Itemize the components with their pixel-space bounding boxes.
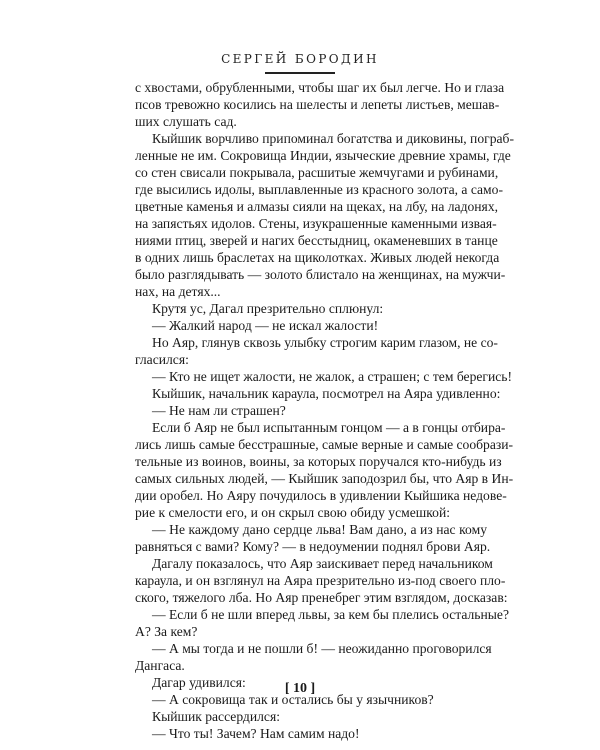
text-line: самых сильных людей, — Кыйшик заподозрил бы, что Аяр в Ин- bbox=[135, 471, 514, 486]
text-line: рие к смелости его, и он скрыл свою обиду усмешкой: bbox=[135, 505, 451, 520]
text-line: — Кто не ищет жалости, не жалок, а страшен; с тем берегись! bbox=[152, 369, 513, 384]
text-line: А? За кем? bbox=[135, 624, 198, 639]
text-line: псов тревожно косились на шелесты и лепеты листьев, мешав- bbox=[135, 97, 500, 112]
text-line: нах, на детях... bbox=[135, 284, 221, 299]
text-line: Но Аяр, глянув сквозь улыбку строгим карим глазом, не со- bbox=[152, 335, 498, 350]
text-line: Крутя ус, Дагал презрительно сплюнул: bbox=[152, 301, 384, 316]
text-line: Если б Аяр не был испытанным гонцом — а в гонцы отбира- bbox=[152, 420, 506, 435]
text-line: Дангаса. bbox=[135, 658, 185, 673]
text-line: цветные каменья и алмазы сияли на щеках, на лбу, на ладонях, bbox=[135, 199, 499, 214]
text-line: ленные не им. Сокровища Индии, языческие древние храмы, где bbox=[135, 148, 511, 163]
text-line: — А сокровища так и остались бы у язычников? bbox=[152, 692, 434, 707]
text-line: — Что ты! Зачем? Нам самим надо! bbox=[152, 726, 360, 741]
text-line: караула, и он взглянул на Аяра презрительно из-под своего пло- bbox=[135, 573, 506, 588]
text-line: — Если б не шли вперед львы, за кем бы плелись остальные? bbox=[152, 607, 509, 622]
text-line: — Не каждому дано сердце льва! Вам дано, а из нас кому bbox=[152, 522, 487, 537]
page-number: [ 10 ] bbox=[284, 681, 316, 696]
text-line: ниями птиц, зверей и нагих бесстыдниц, окаменевших в танце bbox=[135, 233, 498, 248]
text-line: лись лишь самые бесстрашные, самые верные и самые сообрази- bbox=[135, 437, 514, 452]
text-line: дии оробел. Но Аяру почудилось в удивлении Кыйшика недове- bbox=[135, 488, 507, 503]
text-line: Кыйшик, начальник караула, посмотрел на Аяра удивленно: bbox=[152, 386, 501, 401]
text-line: — Жалкий народ — не искал жалости! bbox=[152, 318, 379, 333]
text-line: где высились идолы, выплавленные из красного золота, а само- bbox=[135, 182, 503, 197]
text-line: на запястьях идолов. Стены, изукрашенные каменными извая- bbox=[135, 216, 497, 231]
header-rule bbox=[265, 72, 335, 74]
text-line: тельные из воинов, воины, за которых поручался кто-нибудь из bbox=[135, 454, 502, 469]
text-line: — Не нам ли страшен? bbox=[152, 403, 286, 418]
text-line: с хвостами, обрубленными, чтобы шаг их был легче. Но и глаза bbox=[135, 80, 505, 95]
text-line: Дагалу показалось, что Аяр заискивает перед начальником bbox=[152, 556, 493, 571]
text-line: со стен свисали покрывала, расшитые жемчугами и рубинами, bbox=[135, 165, 499, 180]
running-header: СЕРГЕЙ БОРОДИН bbox=[221, 52, 379, 66]
text-line: — А мы тогда и не пошли б! — неожиданно проговорился bbox=[152, 641, 492, 656]
text-line: гласился: bbox=[135, 352, 189, 367]
text-line: Дагар удивился: bbox=[152, 675, 246, 690]
text-line: в одних лишь браслетах на щиколотках. Живых людей некогда bbox=[135, 250, 500, 265]
text-line: ского, тяжелого лба. Но Аяр пренебрег этим взглядом, досказав: bbox=[135, 590, 508, 605]
text-line: было разглядывать — золото блистало на женщинах, на мужчи- bbox=[135, 267, 506, 282]
text-line: равняться с вами? Кому? — в недоумении поднял брови Аяр. bbox=[135, 539, 491, 554]
text-line: Кыйшик ворчливо припоминал богатства и диковины, пограб- bbox=[152, 131, 514, 146]
text-line: Кыйшик рассердился: bbox=[152, 709, 280, 724]
text-line: ших слушать сад. bbox=[135, 114, 237, 129]
body-text bbox=[135, 79, 514, 742]
